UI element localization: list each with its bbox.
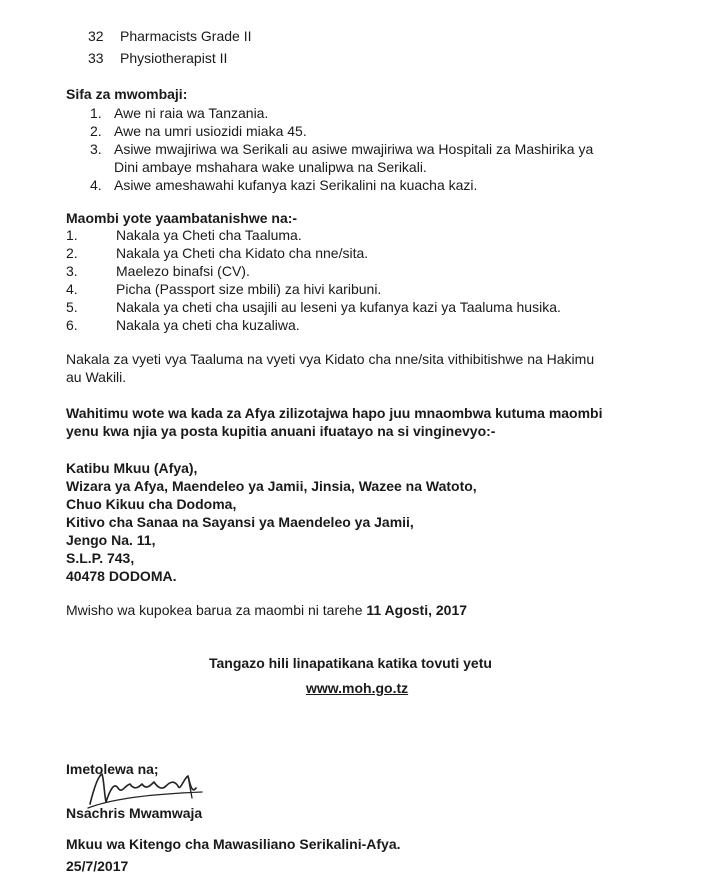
- section-heading-sifa: Sifa za mwombaji:: [66, 86, 188, 102]
- list-item: Picha (Passport size mbili) za hivi karibuni.: [116, 281, 382, 297]
- address-line: Chuo Kikuu cha Dodoma,: [66, 496, 237, 512]
- deadline-date: 11 Agosti, 2017: [366, 602, 468, 618]
- list-item: Asiwe ameshawahi kufanya kazi Serikalini na kuacha kazi.: [114, 177, 478, 193]
- issued-by-label: Imetolewa na;: [66, 761, 159, 777]
- list-item: Maelezo binafsi (CV).: [116, 263, 250, 279]
- address-line: Kitivo cha Sanaa na Sayansi ya Maendeleo ya Jamii,: [66, 514, 414, 530]
- signatory-name: Nsachris Mwamwaja: [66, 805, 203, 821]
- address-line: S.L.P. 743,: [66, 550, 135, 566]
- list-item-continuation: Dini ambaye mshahara wake unalipwa na Serikali.: [114, 159, 427, 175]
- list-item: Nakala ya Cheti cha Taaluma.: [116, 227, 302, 243]
- instruction-line: Wahitimu wote wa kada za Afya zilizotajwa hapo juu mnaombwa kutuma maombi: [66, 405, 603, 421]
- deadline-line: [66, 602, 467, 619]
- list-item: Physiotherapist II: [120, 50, 228, 66]
- list-number: 2.: [90, 123, 102, 139]
- list-number: 4.: [90, 177, 102, 193]
- list-number: 33: [88, 50, 104, 66]
- list-number: 1.: [66, 227, 78, 243]
- list-number: 5.: [66, 299, 78, 315]
- website-link[interactable]: www.moh.go.tz: [306, 680, 409, 696]
- address-line: Wizara ya Afya, Maendeleo ya Jamii, Jinsia, Wazee na Watoto,: [66, 478, 477, 494]
- note-line: au Wakili.: [66, 369, 127, 385]
- list-item: Pharmacists Grade II: [120, 28, 252, 44]
- section-heading-maombi: Maombi yote yaambatanishwe na:-: [66, 210, 298, 226]
- list-item: Nakala ya cheti cha usajili au leseni ya kufanya kazi ya Taaluma husika.: [116, 299, 561, 315]
- list-item: Awe na umri usiozidi miaka 45.: [114, 123, 307, 139]
- list-number: 6.: [66, 317, 78, 333]
- list-number: 3.: [90, 141, 102, 157]
- list-number: 2.: [66, 245, 78, 261]
- instruction-line: yenu kwa njia ya posta kupitia anuani ifuatayo na si vinginevyo:-: [66, 423, 496, 439]
- list-number: 3.: [66, 263, 78, 279]
- list-item: Asiwe mwajiriwa wa Serikali au asiwe mwajiriwa wa Hospitali za Mashirika ya: [114, 141, 594, 157]
- address-line: Katibu Mkuu (Afya),: [66, 460, 198, 476]
- note-line: Nakala za vyeti vya Taaluma na vyeti vya Kidato cha nne/sita vithibitishwe na Hakimu: [66, 351, 595, 367]
- announcement-line: Tangazo hili linapatikana katika tovuti yetu: [209, 655, 492, 671]
- list-number: 4.: [66, 281, 78, 297]
- signoff-date: 25/7/2017: [66, 858, 129, 874]
- list-item: Awe ni raia wa Tanzania.: [114, 105, 269, 121]
- address-line: 40478 DODOMA.: [66, 568, 177, 584]
- list-number: 32: [88, 28, 104, 44]
- list-item: Nakala ya cheti cha kuzaliwa.: [116, 317, 300, 333]
- signatory-title: Mkuu wa Kitengo cha Mawasiliano Serikalini-Afya.: [66, 836, 401, 852]
- list-item: Nakala ya Cheti cha Kidato cha nne/sita.: [116, 245, 369, 261]
- deadline-prefix: Mwisho wa kupokea barua za maombi ni tarehe: [66, 602, 367, 618]
- address-line: Jengo Na. 11,: [66, 532, 156, 548]
- list-number: 1.: [90, 105, 102, 121]
